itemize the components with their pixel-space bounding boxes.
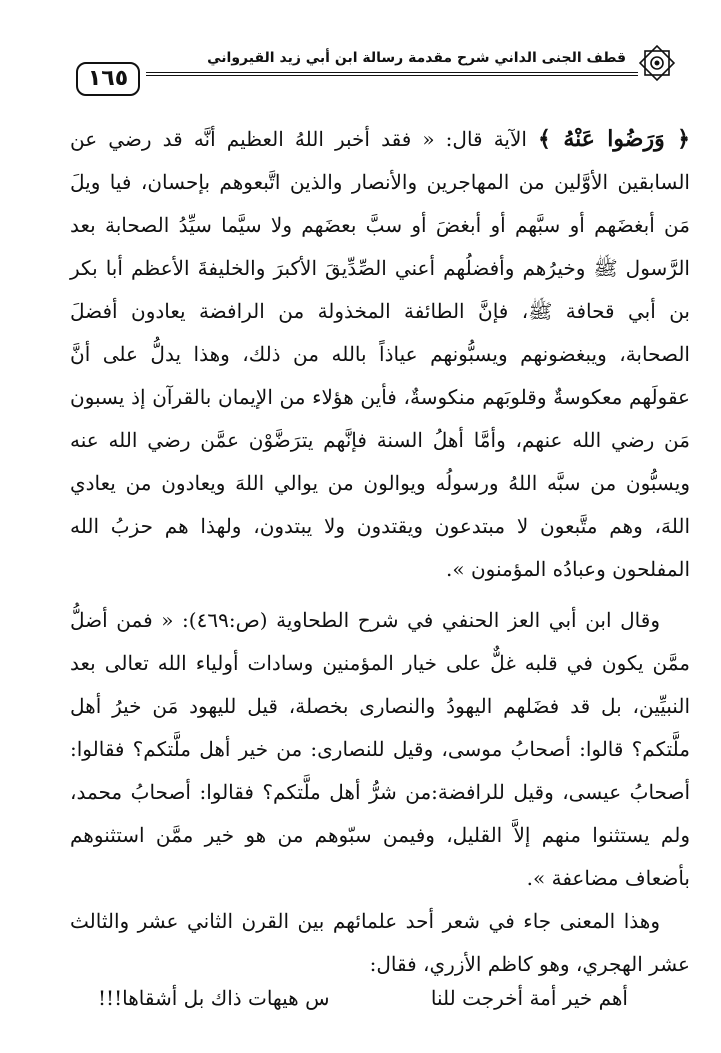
paragraph-1: [70, 118, 690, 591]
paragraph-2: وقال ابن أبي العز الحنفي في شرح الطحاوية (ص:٤٦٩): « فمن أضلُّ ممَّن يكون في قلبه غلٌّ على خيار المؤمنين وسادات أولياء الله تعالى بعد النبيِّين، بل قد فضَلهم اليهودُ والنصارى بخصلة، قيل لليهود مَن خيرُ أهل ملَّتكم؟ قالوا: أصحابُ موسى، وقيل للنصارى: من خير أهل ملَّتكم؟ فقالوا: أصحابُ عيسى، وقيل للرافضة:من شرُّ أهل ملَّتكم؟ فقالوا: أصحابُ محمد، ولم يستثنوا منهم إلاَّ القليل، وفيمن سبّوهم من هو خير ممَّن استثنوهم بأضعاف مضاعفة ».: [70, 608, 690, 890]
star-ornament-icon: [636, 42, 678, 84]
header-rule: [146, 72, 638, 76]
quran-verse: ﴿ وَرَضُوا عَنْهُ ﴾: [538, 126, 690, 152]
verse-second-hemistich: س هيهات ذاك بل أشقاها!!!: [98, 986, 330, 1010]
paragraph-1-text: الآية قال: « فقد أخبر اللهُ العظيم أنَّه قد رضي عن السابقين الأوَّلين من المهاجرين والأنصار والذين اتَّبعوهم بإحسان، فيا ويلَ مَن أبغضَهم أو سبَّهم أو أبغضَ أو سبَّ بعضَهم ولا سيَّما سيِّدُ الصحابة بعد الرَّسول ﷺ وخيرُهم وأفضلُهم أعني الصِّدِّيقَ الأكبرَ والخليفةَ الأعظم أبا بكر بن أبي قحافة ﷺ، فإنَّ الطائفة المخذولة من الرافضة يعادون أفضلَ الصحابة، ويبغضونهم ويسبُّونهم عياذاً بالله من ذلك، وهذا يدلُّ على أنَّ عقولَهم معكوسةٌ وقلوبَهم منكوسةٌ، فأين هؤلاء من الإيمان بالقرآن إذ يسبون مَن رضي الله عنهم، وأمَّا أهلُ السنة فإنَّهم يترَضَّوْن عمَّن رضي الله عنه ويسبُّون من سبَّه اللهُ ورسولُه ويوالون من يوالي اللهَ ويعادون من يعادي اللهَ، وهم متَّبعون لا مبتدعون ويقتدون ولا يبتدون، ولهذا هم حزبُ الله المفلحون وعبادُه المؤمنون ».: [70, 127, 691, 581]
running-title: قطف الجنى الداني شرح مقدمة رسالة ابن أبي زيد القيرواني: [207, 50, 626, 66]
page-header: [86, 40, 678, 92]
verse-first-hemistich: أهم خير أمة أخرجت للنا: [430, 986, 628, 1010]
page-body: [70, 118, 690, 986]
page-number: ١٦٥: [76, 62, 140, 96]
paragraph-3: وهذا المعنى جاء في شعر أحد علمائهم بين القرن الثاني عشر والثالث عشر الهجري، وهو كاظم الأزري، فقال:: [70, 909, 690, 976]
